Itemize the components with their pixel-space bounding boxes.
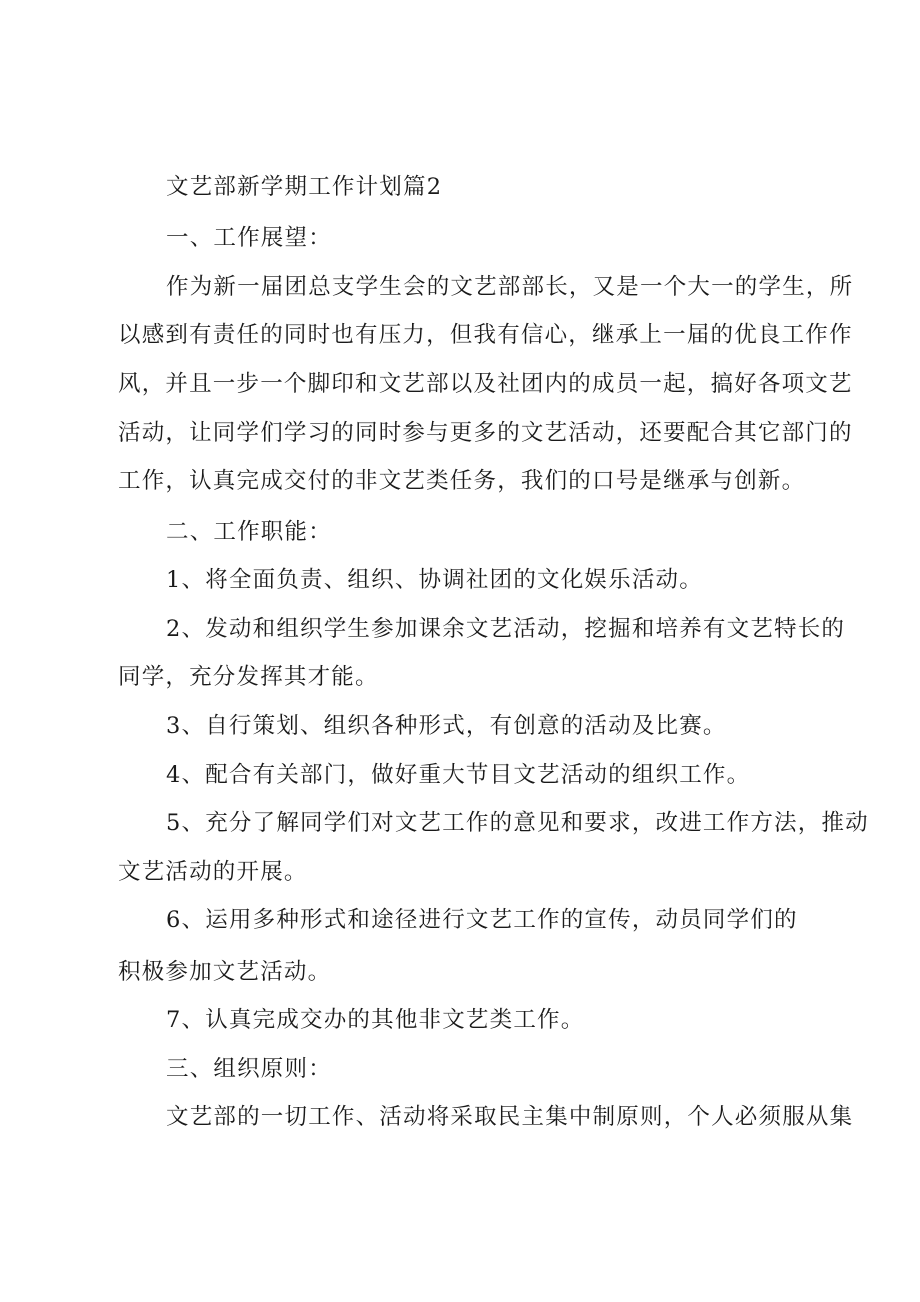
list-item-2: 2、发动和组织学生参加课余文艺活动，挖掘和培养有文艺特长的 — [166, 616, 846, 642]
list-item-1: 1、将全面负责、组织、协调社团的文化娱乐活动。 — [166, 567, 703, 593]
paragraph-line: 以感到有责任的同时也有压力，但我有信心，继承上一届的优良工作作 — [118, 322, 853, 348]
list-item-4: 4、配合有关部门，做好重大节目文艺活动的组织工作。 — [166, 762, 751, 788]
document-title: 文艺部新学期工作计划篇2 — [166, 174, 443, 200]
list-item-6-cont: 积极参加文艺活动。 — [118, 959, 332, 985]
paragraph-line: 风，并且一步一个脚印和文艺部以及社团内的成员一起，搞好各项文艺 — [118, 371, 853, 397]
paragraph-line: 活动，让同学们学习的同时参与更多的文艺活动，还要配合其它部门的 — [118, 420, 853, 446]
list-item-6: 6、运用多种形式和途径进行文艺工作的宣传，动员同学们的 — [166, 907, 798, 933]
paragraph-line: 工作，认真完成交付的非文艺类任务，我们的口号是继承与创新。 — [118, 468, 806, 494]
list-item-5: 5、充分了解同学们对文艺工作的意见和要求，改进工作方法，推动 — [166, 810, 869, 836]
list-item-3: 3、自行策划、组织各种形式，有创意的活动及比赛。 — [166, 713, 727, 739]
list-item-5-cont: 文艺活动的开展。 — [118, 859, 308, 885]
section-heading-functions: 二、工作职能： — [166, 519, 332, 545]
list-item-2-cont: 同学，充分发挥其才能。 — [118, 664, 379, 690]
section-heading-principles: 三、组织原则： — [166, 1056, 332, 1082]
list-item-7: 7、认真完成交办的其他非文艺类工作。 — [166, 1007, 585, 1033]
paragraph-line: 文艺部的一切工作、活动将采取民主集中制原则，个人必须服从集 — [166, 1104, 854, 1130]
paragraph-line: 作为新一届团总支学生会的文艺部部长，又是一个大一的学生，所 — [166, 274, 854, 300]
section-heading-outlook: 一、工作展望： — [166, 225, 332, 251]
